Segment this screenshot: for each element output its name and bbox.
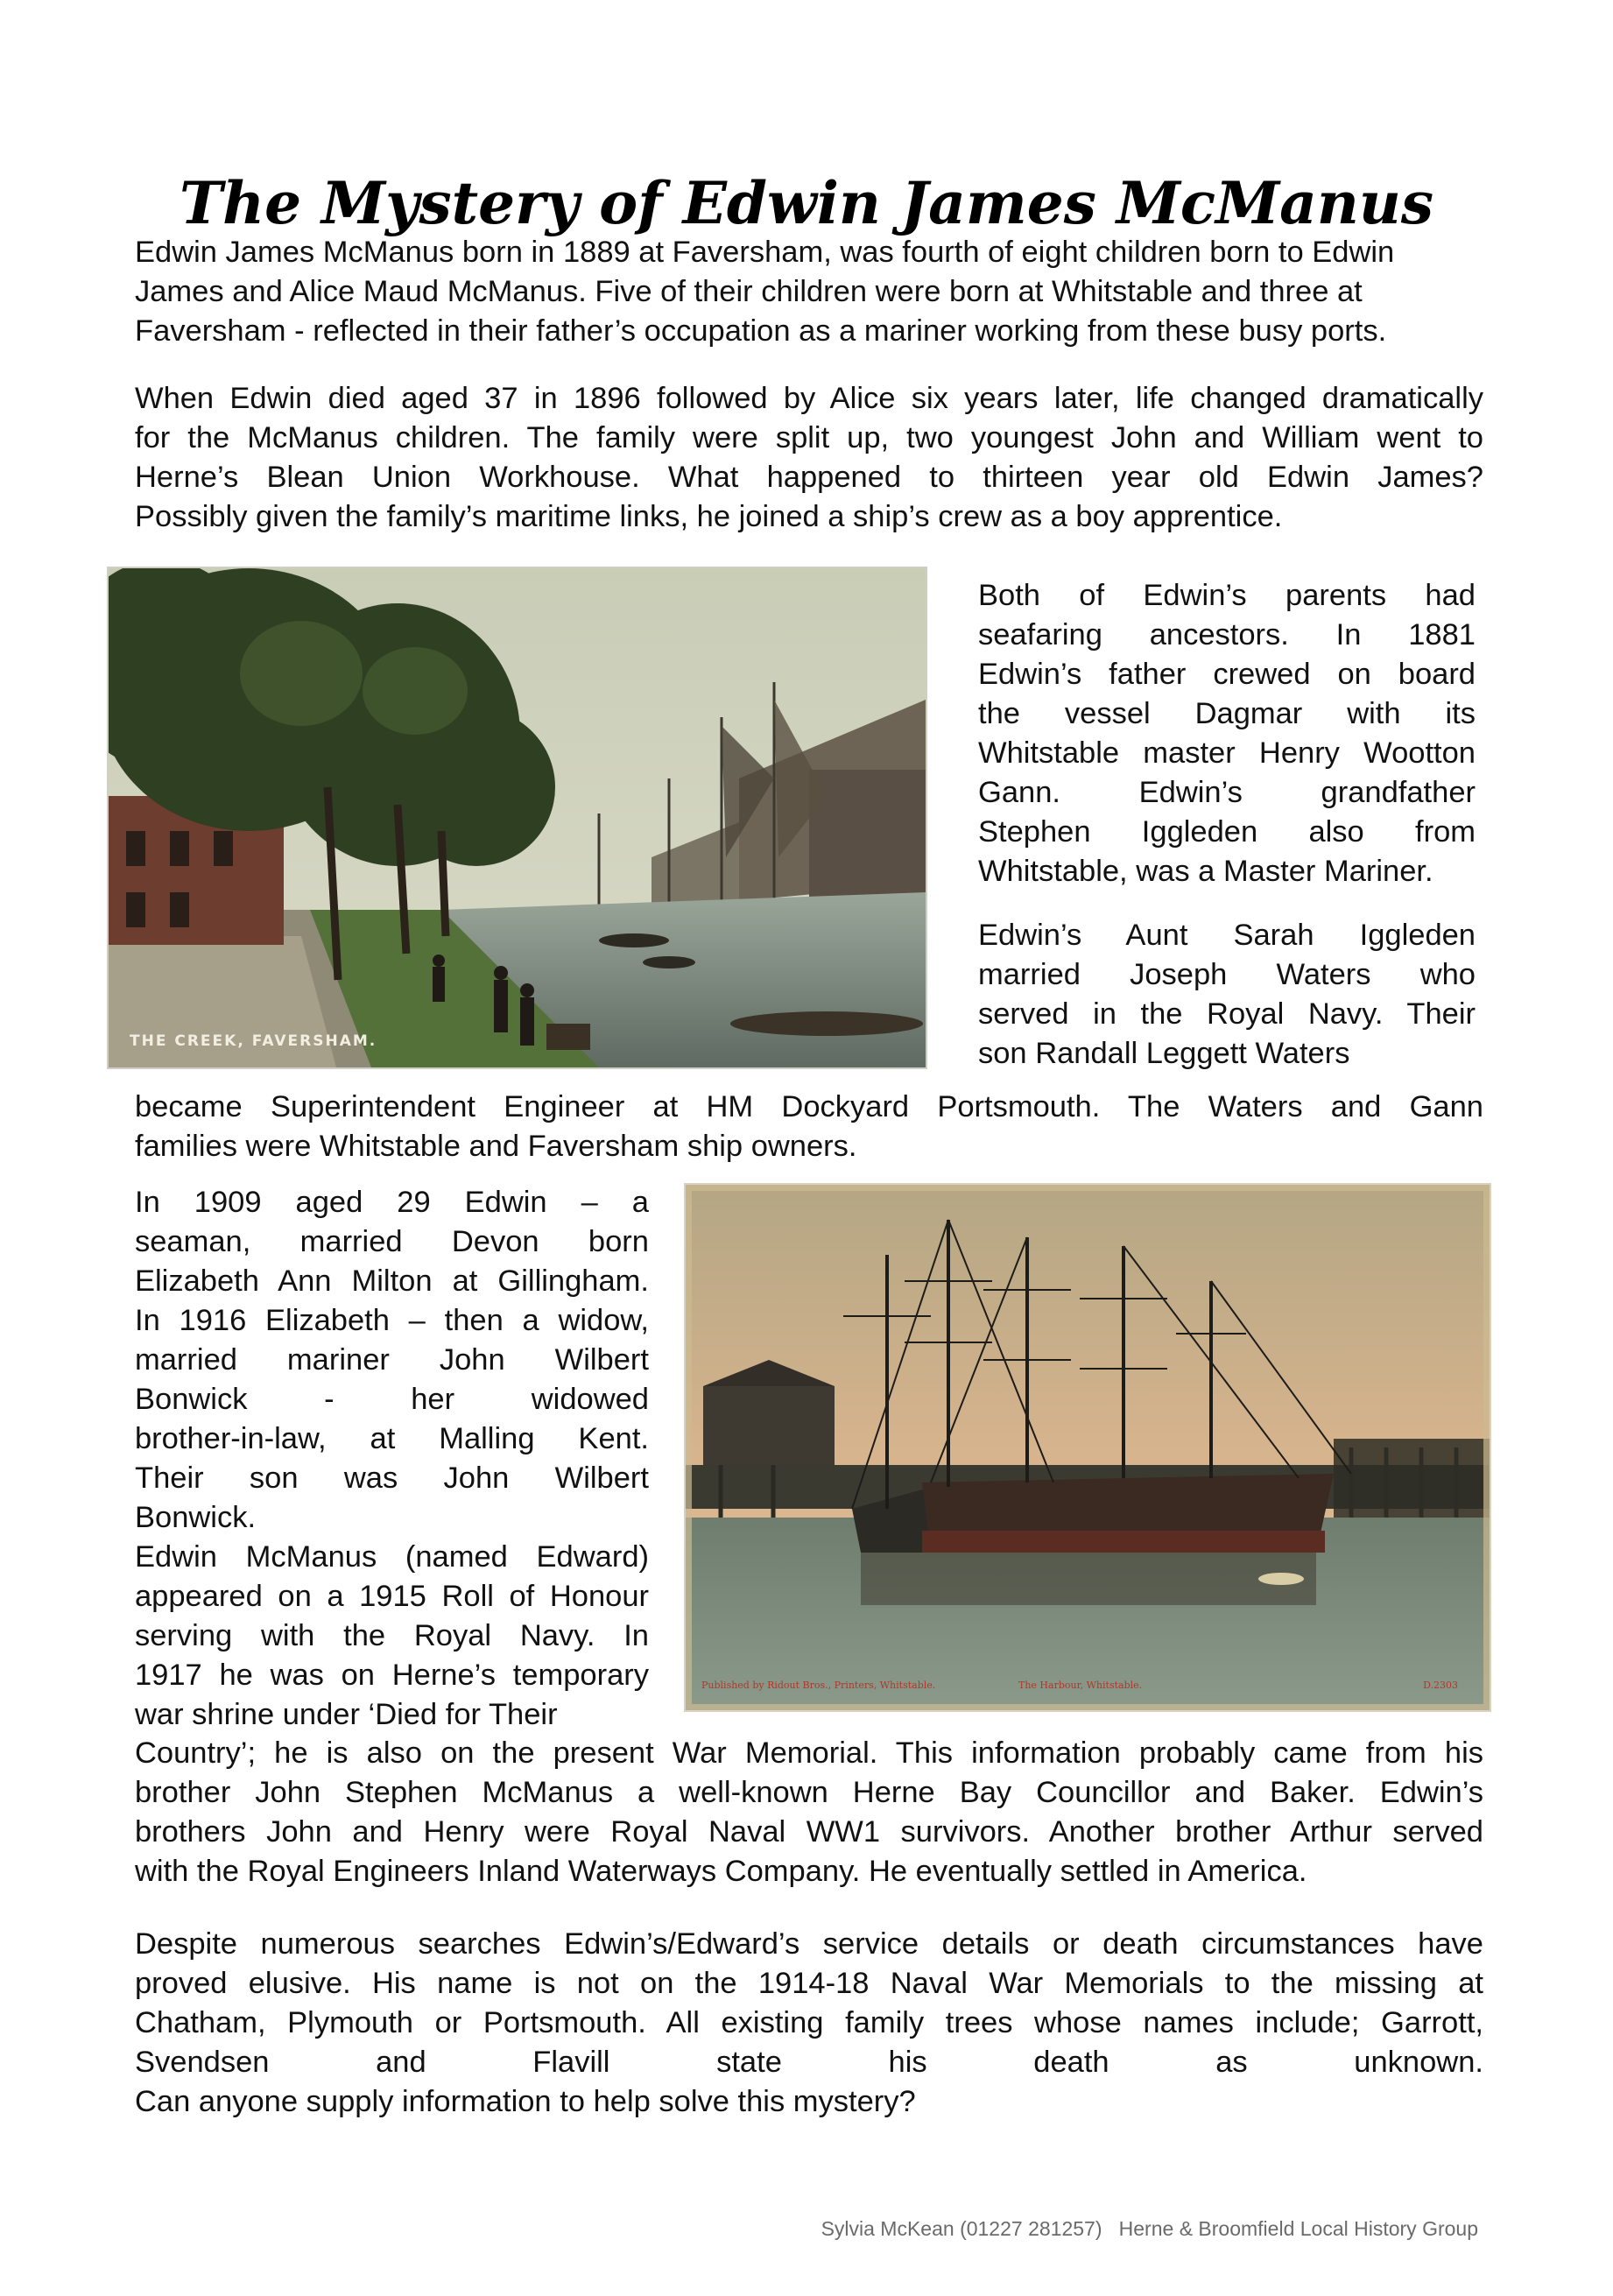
paragraph-intro — [135, 233, 1497, 351]
text-line: brother-in-law, at Malling Kent. — [135, 1422, 649, 1455]
harbour-postcard-image — [686, 1185, 1490, 1710]
text-line: Whitstable master Henry Wootton — [978, 736, 1476, 770]
text-line: Country’; he is also on the present War Memorial. This information probably came from his — [135, 1736, 1483, 1770]
text-line: In 1909 aged 29 Edwin – a — [135, 1186, 649, 1219]
text-line: appeared on a 1915 Roll of Honour — [135, 1580, 649, 1613]
paragraph-marriage-roll-of-honour — [135, 1183, 649, 1735]
text-line: James and Alice Maud McManus. Five of their children were born at Whitstable and three at — [135, 275, 1363, 308]
text-line: became Superintendent Engineer at HM Dockyard Portsmouth. The Waters and Gann — [135, 1090, 1483, 1123]
paragraph-aunt-sarah — [978, 916, 1476, 1074]
text-line: brothers John and Henry were Royal Naval WW1 survivors. Another brother Arthur served — [135, 1815, 1483, 1849]
text-line: for the McManus children. The family were split up, two youngest John and William went to — [135, 421, 1483, 454]
paragraph-seafaring-ancestors — [978, 576, 1476, 891]
photo-caption-publisher: Published by Ridout Bros., Printers, Whitstable. — [701, 1680, 936, 1691]
photo-creek-faversham — [109, 568, 926, 1067]
paragraph-appeal — [135, 1925, 1483, 2122]
text-line: war shrine under ‘Died for Their — [135, 1698, 558, 1731]
text-line: families were Whitstable and Faversham ship owners. — [135, 1130, 857, 1163]
text-line: Edwin James McManus born in 1889 at Faversham, was fourth of eight children born to Edwin — [135, 236, 1395, 269]
text-line: 1917 he was on Herne’s temporary — [135, 1659, 649, 1692]
text-line: proved elusive. His name is not on the 1914-18 Naval War Memorials to the missing at — [135, 1967, 1483, 2000]
text-line: the vessel Dagmar with its — [978, 697, 1476, 730]
text-line: Edwin McManus (named Edward) — [135, 1540, 649, 1574]
text-line: Edwin’s Aunt Sarah Iggleden — [978, 919, 1476, 952]
paragraph-family-split — [135, 379, 1483, 537]
text-line: Edwin’s father crewed on board — [978, 658, 1476, 691]
creek-postcard-image — [109, 568, 926, 1067]
text-line: Gann. Edwin’s grandfather — [978, 776, 1476, 809]
text-line: Both of Edwin’s parents had — [978, 579, 1476, 612]
text-line: Despite numerous searches Edwin’s/Edward’s service details or death circumstances have — [135, 1927, 1483, 1961]
photo-caption-number: D.2303 — [1423, 1680, 1458, 1691]
paragraph-waters-gann — [135, 1088, 1483, 1166]
photo-caption-creek: THE CREEK, FAVERSHAM. — [130, 1032, 377, 1050]
text-line: brother John Stephen McManus a well-known Herne Bay Councillor and Baker. Edwin’s — [135, 1776, 1483, 1809]
text-line: served in the Royal Navy. Their — [978, 997, 1476, 1031]
text-line: Faversham - reflected in their father’s occupation as a mariner working from these busy ports. — [135, 314, 1387, 348]
text-line: Svendsen and Flavill state his death as unknown. — [135, 2046, 1483, 2079]
text-line: Bonwick - her widowed — [135, 1383, 649, 1416]
text-line: Bonwick. — [135, 1501, 257, 1534]
text-line: Elizabeth Ann Milton at Gillingham. — [135, 1264, 649, 1298]
text-line: married Joseph Waters who — [978, 958, 1476, 991]
text-line: Their son was John Wilbert — [135, 1461, 649, 1495]
footer-credit: Sylvia McKean (01227 281257) Herne & Broomfield Local History Group — [821, 2217, 1478, 2240]
text-line: serving with the Royal Navy. In — [135, 1619, 649, 1652]
text-line: When Edwin died aged 37 in 1896 followed by Alice six years later, life changed dramatically — [135, 382, 1483, 415]
text-line: Stephen Iggleden also from — [978, 815, 1476, 849]
text-line: In 1916 Elizabeth – then a widow, — [135, 1304, 649, 1337]
paragraph-war-memorial — [135, 1734, 1483, 1891]
text-line: Chatham, Plymouth or Portsmouth. All existing family trees whose names include; Garrott, — [135, 2006, 1483, 2039]
photo-harbour-whitstable — [686, 1185, 1490, 1710]
text-line: Herne’s Blean Union Workhouse. What happened to thirteen year old Edwin James? — [135, 461, 1483, 494]
page-title: The Mystery of Edwin James McManus — [179, 169, 1434, 238]
text-line: married mariner John Wilbert — [135, 1343, 649, 1377]
text-line: Can anyone supply information to help solve this mystery? — [135, 2085, 916, 2118]
text-line: Whitstable, was a Master Mariner. — [978, 855, 1433, 888]
text-line: Possibly given the family’s maritime links, he joined a ship’s crew as a boy apprentice. — [135, 500, 1283, 533]
photo-caption-harbour: The Harbour, Whitstable. — [1018, 1680, 1143, 1691]
text-line: son Randall Leggett Waters — [978, 1037, 1350, 1070]
text-line: with the Royal Engineers Inland Waterways Company. He eventually settled in America. — [135, 1855, 1307, 1888]
text-line: seafaring ancestors. In 1881 — [978, 618, 1476, 651]
text-line: seaman, married Devon born — [135, 1225, 649, 1258]
